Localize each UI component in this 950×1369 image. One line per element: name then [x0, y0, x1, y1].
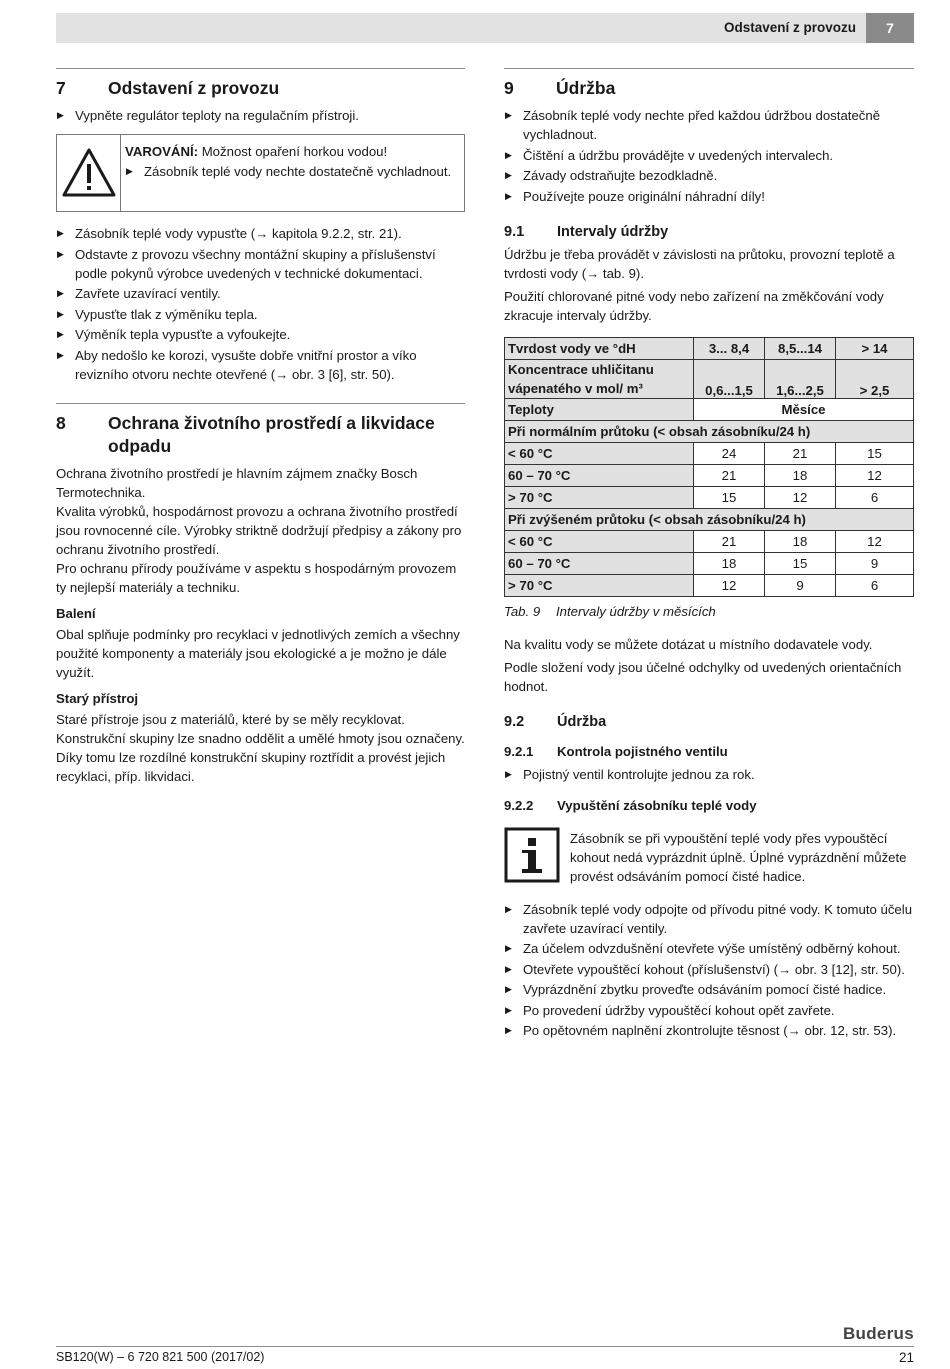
list-item: ▶ Závady odstraňujte bezodkladně. — [504, 166, 914, 185]
table-row — [505, 486, 914, 508]
table-cell: 18 — [694, 552, 765, 574]
table-cell: 3... 8,4 — [694, 337, 765, 359]
section-9-2-heading: 9.2 Údržba — [504, 713, 607, 730]
list-item: ▶ Aby nedošlo ke korozi, vysušte dobře vnitřní prostor a víko revizního otvoru nechte otevřené (→ obr. 3 [6], str. 50). — [56, 346, 465, 384]
table-cell: 18 — [765, 464, 836, 486]
paragraph: Použití chlorované pitné vody nebo zařízení na změkčování vody zkracuje intervaly údržby. — [504, 288, 884, 323]
section-7-heading: 7 Odstavení z provozu — [56, 78, 280, 98]
table-cell: 21 — [694, 530, 765, 552]
table-cell: 6 — [836, 486, 914, 508]
table-row — [505, 337, 914, 359]
table-row — [505, 398, 914, 420]
section-9-2-2-bullets — [504, 900, 914, 1041]
list-item: ▶ Čištění a údržbu provádějte v uvedených intervalech. — [504, 146, 914, 165]
table-cell: 15 — [836, 442, 914, 464]
table-row — [505, 420, 914, 442]
table-cell: 8,5...14 — [765, 337, 836, 359]
subheading-baleni: Balení — [56, 605, 96, 621]
paragraph: Údržbu je třeba provádět v závislosti na průtoku, provozní teplotě a tvrdosti vody (→ tab. 9). — [504, 246, 895, 281]
table-cell: 60 – 70 °C — [505, 464, 694, 486]
table-cell: 21 — [765, 442, 836, 464]
left-column — [56, 68, 465, 786]
list-item: ▶ Výměník tepla vypusťte a vyfoukejte. — [56, 325, 465, 344]
list-item: ▶ Zavřete uzavírací ventily. — [56, 284, 465, 303]
table-section-header: Při zvýšeném průtoku (< obsah zásobníku/24 h) — [505, 508, 914, 530]
subheading-stary-pristroj: Starý přístroj — [56, 690, 139, 706]
page-header — [56, 13, 914, 43]
table-row — [505, 464, 914, 486]
paragraph: Na kvalitu vody se můžete dotázat u místního dodavatele vody. — [504, 636, 873, 652]
table-row — [505, 442, 914, 464]
info-icon — [504, 827, 562, 886]
maintenance-interval-table — [504, 337, 914, 597]
table-cell: 18 — [765, 530, 836, 552]
section-9-bullets — [504, 106, 914, 206]
table-cell: 12 — [694, 574, 765, 596]
table-cell: 12 — [836, 464, 914, 486]
list-item: ▶ Za účelem odvzdušnění otevřete výše umístěný odběrný kohout. — [504, 939, 914, 958]
header-title: Odstavení z provozu — [723, 20, 856, 35]
table-cell: < 60 °C — [505, 530, 694, 552]
table-row — [505, 574, 914, 596]
table-cell: 21 — [694, 464, 765, 486]
section-9-heading: 9 Údržba — [504, 78, 616, 98]
paragraph: Pro ochranu přírody používáme v aspektu s hospodárným provozem ty nejlepší materiály a techniku. — [56, 560, 457, 595]
section-9-2-1-heading: 9.2.1 Kontrola pojistného ventilu — [504, 743, 728, 759]
list-item: ▶ Otevřete vypouštěcí kohout (příslušenství) (→ obr. 3 [12], str. 50). — [504, 960, 914, 979]
table-cell: 6 — [836, 574, 914, 596]
table-row — [505, 359, 914, 398]
list-item: ▶ Používejte pouze originální náhradní díly! — [504, 187, 914, 206]
section-7-bullets-1 — [56, 106, 465, 125]
warning-text: VAROVÁNÍ: Možnost opaření horkou vodou! — [125, 144, 388, 159]
table-cell: > 70 °C — [505, 486, 694, 508]
table-cell: Tvrdost vody ve °dH — [505, 337, 694, 359]
table-cell: Teploty — [505, 398, 694, 420]
table-cell: 0,6...1,5 — [694, 359, 765, 398]
section-rule — [56, 403, 465, 404]
list-item: ▶ Odstavte z provozu všechny montážní skupiny a příslušenství podle pokynů výrobce uvedených v technické dokumentaci. — [56, 245, 465, 283]
section-rule — [504, 68, 914, 69]
table-cell: 60 – 70 °C — [505, 552, 694, 574]
table-cell: 12 — [765, 486, 836, 508]
info-note-text: Zásobník se při vypouštění teplé vody přes vypouštěcí kohout nedá vyprázdnit úplně. Úplné vyprázdnění můžete provést odsáváním pomocí čisté hadice. — [570, 830, 907, 884]
page-number: 21 — [898, 1350, 914, 1365]
table-cell: > 14 — [836, 337, 914, 359]
paragraph: Ochrana životního prostředí je hlavním zájmem značky Bosch Termotechnika. — [56, 465, 418, 500]
header-chapter-number: 7 — [866, 13, 914, 43]
table-cell: 24 — [694, 442, 765, 464]
warning-triangle-icon — [57, 135, 120, 211]
paragraph: Staré přístroje jsou z materiálů, které by se měly recyklovat. Konstrukční skupiny lze snadno oddělit a umělé hmoty jsou označeny. Díky tomu lze rozdílné konstrukční skupiny roztřídit a provést jejich recyklaci, příp. likvidaci. — [56, 711, 465, 784]
list-item: ▶ Zásobník teplé vody vypusťte (→ kapitola 9.2.2, str. 21). — [56, 224, 465, 243]
section-9-2-1-bullets — [504, 765, 914, 784]
table-caption: Tab. 9 Intervaly údržby v měsících — [504, 603, 716, 619]
table-cell: > 2,5 — [836, 359, 914, 398]
list-item: ▶ Pojistný ventil kontrolujte jednou za rok. — [504, 765, 914, 784]
list-item: ▶ Vyprázdnění zbytku proveďte odsáváním pomocí čisté hadice. — [504, 980, 914, 999]
list-item: ▶ Zásobník teplé vody odpojte od přívodu pitné vody. K tomuto účelu zavřete uzavírací ventily. — [504, 900, 914, 938]
table-cell: Koncentrace uhličitanu vápenatého v mol/ m³ — [505, 359, 694, 398]
list-item: ▶ Vypněte regulátor teploty na regulačním přístroji. — [56, 106, 465, 125]
list-item: ▶ Vypusťte tlak z výměníku tepla. — [56, 305, 465, 324]
table-cell: > 70 °C — [505, 574, 694, 596]
right-column — [504, 68, 914, 1042]
table-row — [505, 530, 914, 552]
list-item: ▶ Po provedení údržby vypouštěcí kohout opět zavřete. — [504, 1001, 914, 1020]
footer-rule — [56, 1346, 914, 1347]
section-8-heading: 8 Ochrana životního prostředí a likvidace odpadu — [56, 412, 435, 456]
paragraph: Obal splňuje podmínky pro recyklaci v jednotlivých zemích a všechny použité komponenty a materiály jsou ekologické a je možno je dále využít. — [56, 626, 460, 680]
list-item: ▶ Zásobník teplé vody nechte před každou údržbou dostatečně vychladnout. — [504, 106, 914, 144]
paragraph: Kvalita výrobků, hospodárnost provozu a ochrana životního prostředí jsou rovnocenné cíle. Výrobky striktně dodržují předpisy a zákony pro ochranu životního prostředí. — [56, 503, 462, 557]
warning-box — [56, 134, 465, 212]
brand-logo: Buderus — [842, 1324, 914, 1343]
paragraph: Podle složení vody jsou účelné odchylky od uvedených orientačních hodnot. — [504, 659, 902, 694]
table-row — [505, 508, 914, 530]
table-cell: 9 — [765, 574, 836, 596]
info-note — [504, 827, 914, 886]
warning-bullet: ▶ Zásobník teplé vody nechte dostatečně vychladnout. — [125, 162, 460, 181]
list-item: ▶ Po opětovném naplnění zkontrolujte těsnost (→ obr. 12, str. 53). — [504, 1021, 914, 1040]
table-cell: < 60 °C — [505, 442, 694, 464]
section-rule — [56, 68, 465, 69]
table-cell: 1,6...2,5 — [765, 359, 836, 398]
table-cell: 12 — [836, 530, 914, 552]
table-cell: Měsíce — [694, 398, 914, 420]
table-cell: 15 — [694, 486, 765, 508]
section-9-1-heading: 9.1 Intervaly údržby — [504, 223, 669, 240]
table-cell: 9 — [836, 552, 914, 574]
section-7-bullets-2 — [56, 224, 465, 384]
table-cell: 15 — [765, 552, 836, 574]
section-9-2-2-heading: 9.2.2 Vypuštění zásobníku teplé vody — [504, 797, 757, 813]
table-section-header: Při normálním průtoku (< obsah zásobníku/24 h) — [505, 420, 914, 442]
table-row — [505, 552, 914, 574]
footer-document-id: SB120(W) – 6 720 821 500 (2017/02) — [56, 1350, 265, 1364]
